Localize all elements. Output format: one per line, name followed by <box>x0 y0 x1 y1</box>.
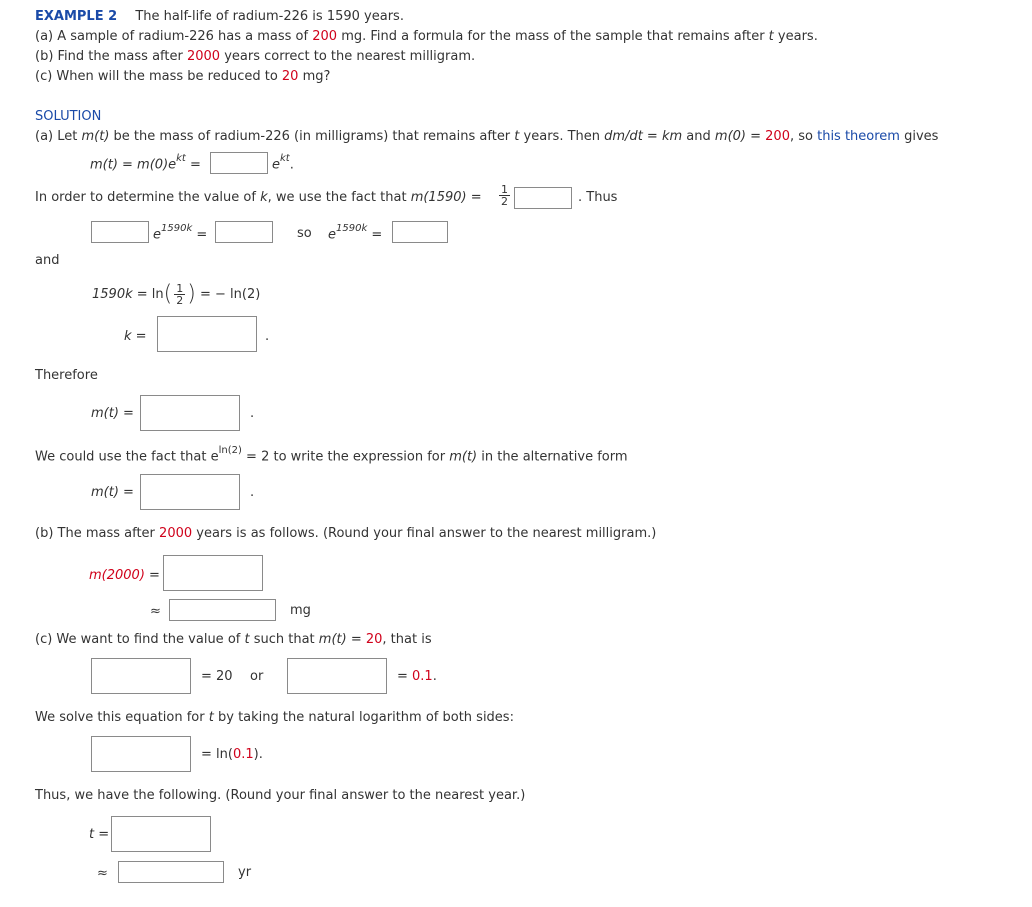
or-label: or <box>250 669 264 684</box>
answer-m2000-expression[interactable] <box>163 555 263 591</box>
answer-initial-mass[interactable] <box>210 152 268 174</box>
answer-k[interactable] <box>157 316 257 352</box>
theorem-link[interactable]: this theorem <box>817 129 900 144</box>
t-label: t = <box>89 827 110 842</box>
solution-line-1: (a) Let m(t) be the mass of radium-226 (in milligrams) that remains after t years. Then dm/dt = km and m(0) = 200, so this theorem gives <box>35 129 939 144</box>
solution-part-c: (c) We want to find the value of t such that m(t) = 20, that is <box>35 632 432 647</box>
thus-label: . Thus <box>578 190 618 205</box>
answer-mt-formula[interactable] <box>140 395 240 431</box>
formula-1-rhs: $e^{kt}$. <box>272 153 294 173</box>
answer-equation-01[interactable] <box>287 658 387 694</box>
yr-unit: yr <box>238 865 252 880</box>
m2000-label: m(2000) = <box>89 568 160 583</box>
period: . <box>250 485 255 500</box>
exp-1590k-lhs: $e^{1590k}$ = <box>153 223 208 243</box>
log-equation: 1590k = ln( $\frac{1}{2}$ ) = − ln(2) <box>92 281 261 307</box>
answer-t-expression[interactable] <box>111 816 211 852</box>
approx-symbol: ≈ <box>150 604 161 619</box>
mt-label-1: m(t) = <box>91 406 134 421</box>
example-label: EXAMPLE 2 <box>35 9 118 24</box>
solution-label: SOLUTION <box>35 109 102 124</box>
equals-20: = 20 <box>201 669 233 684</box>
ln-01: = ln(0.1). <box>201 747 263 762</box>
answer-coefficient[interactable] <box>91 221 149 243</box>
answer-mt-alternative[interactable] <box>140 474 240 510</box>
example-header <box>35 9 404 24</box>
solution-line-2: In order to determine the value of k, we use the fact that m(1590) = <box>35 190 482 205</box>
example-statement: The half-life of radium-226 is 1590 years. <box>135 9 404 24</box>
fraction-half-1: $\frac{1}{2}$ <box>501 183 508 208</box>
mt-label-2: m(t) = <box>91 485 134 500</box>
answer-m2000-value[interactable] <box>169 599 276 621</box>
solution-part-b: (b) The mass after 2000 years is as follows. (Round your final answer to the nearest milligram.) <box>35 526 657 541</box>
example-part-c: (c) When will the mass be reduced to 20 mg? <box>35 69 331 84</box>
exp-1590k-so: $e^{1590k}$ = <box>328 223 383 243</box>
k-label: k = <box>124 329 147 344</box>
equals-01: = 0.1. <box>397 669 437 684</box>
answer-log-equation[interactable] <box>91 736 191 772</box>
formula-1-lhs: $m(t) = m(0)e^{kt}$ = <box>90 153 201 173</box>
answer-exp-equation-rhs[interactable] <box>215 221 273 243</box>
therefore-label: Therefore <box>35 368 98 383</box>
approx-symbol: ≈ <box>97 866 108 881</box>
and-label: and <box>35 253 60 268</box>
example-part-b: (b) Find the mass after 2000 years correct to the nearest milligram. <box>35 49 476 64</box>
mg-unit: mg <box>290 603 311 618</box>
period: . <box>265 329 270 344</box>
answer-exp-value[interactable] <box>392 221 448 243</box>
so-label: so <box>297 226 312 241</box>
solution-line-13: Thus, we have the following. (Round your final answer to the nearest year.) <box>35 788 526 803</box>
solution-line-7: We could use the fact that $e^{ln(2)} = 2$ to write the expression for m(t) in the alternative form <box>35 445 628 465</box>
solution-line-11: We solve this equation for t by taking the natural logarithm of both sides: <box>35 710 514 725</box>
answer-half-mass[interactable] <box>514 187 572 209</box>
example-part-a: (a) A sample of radium-226 has a mass of 200 mg. Find a formula for the mass of the sample that remains after t years. <box>35 29 818 44</box>
answer-t-value[interactable] <box>118 861 224 883</box>
period: . <box>250 406 255 421</box>
answer-equation-20[interactable] <box>91 658 191 694</box>
